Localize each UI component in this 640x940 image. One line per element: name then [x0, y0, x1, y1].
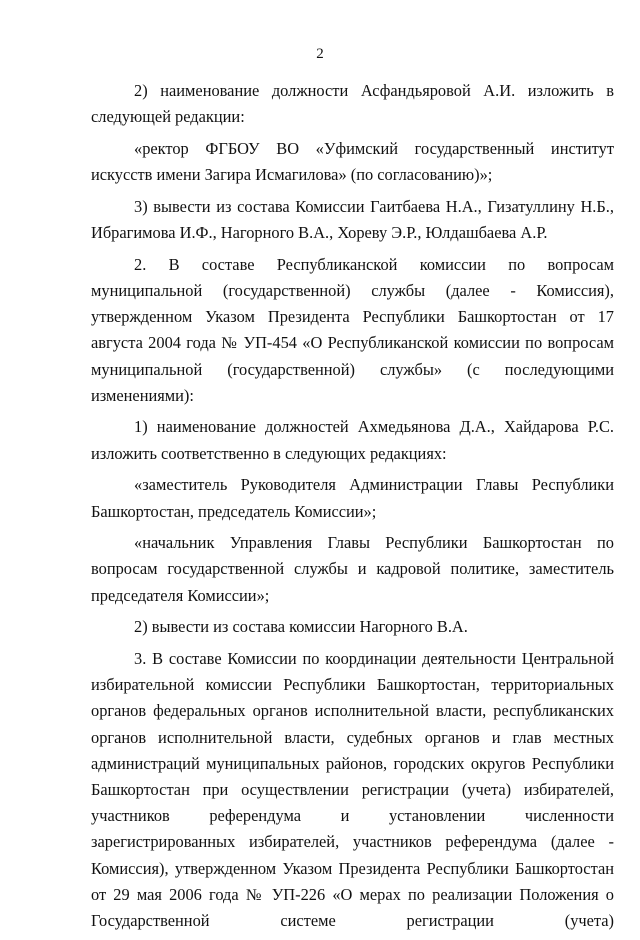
- paragraph-department-head: «начальник Управления Главы Республики Башкортостан по вопросам государственной службы и кадровой политике, заместитель председателя Комиссии»;: [91, 533, 614, 605]
- paragraph-section-3: 3. В составе Комиссии по координации деятельности Центральной избирательной комиссии Республики Башкортостан, территориальных органов федеральных органов исполнительной власти, республиканских органов исполнительной власти, судебных органов и глав местных администраций муниципальных районов, городских округов Республики Башкортостан при осуществлении регистрации (учета) избирателей, участников референдума и установлении численности зарегистрированных избирателей, участников референдума (далее - Комиссия), утвержденном Указом Президента Республики Башкортостан от 29 мая 2006 года № УП-226 «О мерах по реализации Положения о Государственной системе регистрации (учета): [91, 649, 614, 931]
- paragraph-position-names: 1) наименование должностей Ахмедьянова Д.А., Хайдарова Р.С. изложить соответственно в следующих редакциях:: [91, 417, 614, 463]
- document-body: [91, 78, 614, 940]
- page-number: 2: [316, 46, 324, 62]
- paragraph-section-2: 2. В составе Республиканской комиссии по вопросам муниципальной (государственной) службы (далее - Комиссия), утвержденном Указом Президента Республики Башкортостан от 17 августа 2004 года № УП-454 «О Республиканской комиссии по вопросам муниципальной (государственной) службы» (с последующими изменениями):: [91, 254, 614, 405]
- paragraph-remove-nagorny: 2) вывести из состава комиссии Нагорного В.А.: [134, 617, 468, 637]
- paragraph-deputy-head: «заместитель Руководителя Администрации Главы Республики Башкортостан, председатель Комиссии»;: [91, 475, 614, 521]
- paragraph-rector-title: «ректор ФГБОУ ВО «Уфимский государственный институт искусств имени Загира Исмагилова» (по согласованию)»;: [91, 138, 614, 185]
- paragraph-asfandiyarova-position: 2) наименование должности Асфандьяровой А.И. изложить в следующей редакции:: [91, 81, 614, 127]
- paragraph-remove-from-commission: 3) вывести из состава Комиссии Гаитбаева Н.А., Гизатуллину Н.Б., Ибрагимова И.Ф., Нагорного В.А., Хореву Э.Р., Юлдашбаева А.Р.: [91, 196, 614, 243]
